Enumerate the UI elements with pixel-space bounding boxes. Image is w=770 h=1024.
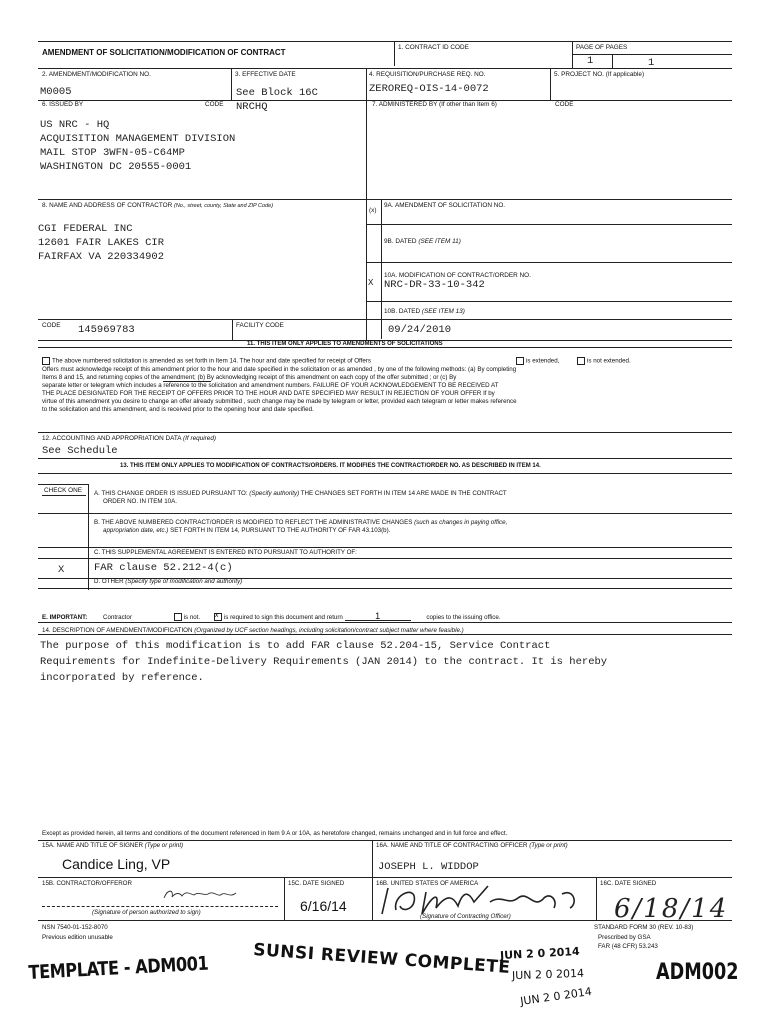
is-not-extended-option[interactable] [577, 357, 631, 366]
item13d-label [94, 578, 242, 586]
sunsi-review-stamp: SUNSI REVIEW COMPLETE [252, 940, 512, 978]
item16a-value: JOSEPH L. WIDDOP [378, 861, 479, 873]
divider [38, 877, 732, 878]
signature-line [42, 906, 278, 907]
item11-line: THE PLACE DESIGNATED FOR THE RECEIPT OF OFFERS PRIOR TO THE HOUR AND DATE SPECIFIED MAY RESULT IN REJECTION OF YOUR OFFER If by [42, 389, 495, 397]
item16a-label [376, 842, 568, 850]
divider [38, 68, 732, 69]
item15b-sig-caption: (Signature of person authorized to sign) [92, 909, 201, 916]
divider [38, 547, 732, 548]
divider [394, 41, 395, 66]
item13a-line1-note: (Specify authority) [249, 490, 300, 497]
address-line: 12601 FAIR LAKES CIR [38, 237, 165, 249]
except-text: Except as provided herein, all terms and conditions of the document referenced in Item 9 A or 10A, as heretofore changed, remains unchanged and in full force and effect. [42, 830, 508, 837]
item13b-line [94, 527, 507, 535]
item15a-label-text: 15A. NAME AND TITLE OF SIGNER [42, 842, 143, 849]
item13a-line1-post: THE CHANGES SET FORTH IN ITEM 14 ARE MADE IN THE CONTRACT [299, 490, 507, 497]
item13a-line: ORDER NO. IN ITEM 10A. [103, 498, 177, 505]
important-copies: 1 [345, 612, 411, 621]
divider [284, 877, 285, 920]
important-contractor: Contractor [103, 614, 132, 621]
important-row [42, 612, 501, 622]
item13a-line [94, 490, 507, 498]
divider [612, 54, 613, 68]
form-title: AMENDMENT OF SOLICITATION/MODIFICATION OF CONTRACT [42, 48, 286, 57]
address-line: FAIRFAX VA 220334902 [38, 251, 165, 263]
divider [38, 840, 732, 841]
check-one-underline [42, 495, 86, 496]
handwritten-signature [160, 884, 240, 904]
divider [38, 473, 732, 474]
item10a-value: NRC-DR-33-10-342 [384, 279, 485, 291]
item14-label [42, 627, 464, 635]
copies-blank-line [163, 381, 211, 382]
item11-line: to the solicitation and this amendment, and is received prior to the opening hour and date specified. [42, 405, 314, 413]
pages-total: 1 [648, 57, 655, 69]
divider [231, 68, 232, 100]
contractor-code-label: CODE [42, 322, 61, 329]
item15c-label: 15C. DATE SIGNED [288, 880, 345, 887]
divider [38, 513, 732, 514]
item10a-check-mark: X [368, 278, 374, 288]
address-line: WASHINGTON DC 20555-0001 [40, 161, 192, 173]
important-is-required: is required to sign this document and return [223, 614, 343, 621]
item13d-label-note: (Specify type of modification and authority) [125, 578, 243, 585]
divider [366, 224, 732, 225]
divider [366, 301, 732, 302]
divider [381, 199, 382, 339]
item13d-label-text: D. OTHER [94, 578, 126, 585]
item16c-value: 6/18/14 [614, 894, 729, 924]
item11-line: Items 8 and 15, and returning copies of the amendment; (b) By acknowledging receipt of this amendment on each copy of the offer submitted ; or (c) By [42, 373, 457, 381]
issuer-address [40, 118, 235, 174]
contractor-label [42, 202, 273, 209]
received-date-stamp: JUN 2 0 2014 [499, 944, 580, 963]
item10b-value: 09/24/2010 [388, 324, 452, 336]
facility-code-label: FACILITY CODE [236, 322, 284, 329]
item11-line: separate letter or telegram which includes a reference to the solicitation and amendment numbers. FAILURE OF YOUR ACKNOWLEDGEMENT TO BE RECEIVED AT [42, 381, 499, 389]
item16c-label: 16C. DATE SIGNED [600, 880, 657, 887]
divider [38, 458, 732, 459]
issued-code-label: CODE [205, 101, 224, 108]
project-no-label: 5. PROJECT NO. (If applicable) [554, 71, 645, 78]
item14-label-text: 14. DESCRIPTION OF AMENDMENT/MODIFICATION [42, 627, 193, 634]
previous-edition: Previous edition unusable [42, 934, 113, 941]
amendment-no-label: 2. AMENDMENT/MODIFICATION NO. [42, 71, 151, 78]
divider [38, 319, 732, 320]
item16b-sig-caption: (Signature of Contracting Officer) [420, 913, 511, 920]
item12-label [42, 435, 216, 442]
is-not-extended-text: is not extended. [587, 357, 631, 365]
check-one-label: CHECK ONE [44, 487, 82, 494]
page-of-pages-label: PAGE OF PAGES [576, 44, 628, 51]
item9a-label: 9A. AMENDMENT OF SOLICITATION NO. [384, 202, 506, 209]
adm-code-stamp: ADM002 [656, 960, 739, 985]
received-date-stamp: JUN 2 0 2014 [511, 966, 585, 983]
item15a-value: Candice Ling, VP [62, 856, 171, 872]
item13b-line1-pre: B. THE ABOVE NUMBERED CONTRACT/ORDER IS MODIFIED TO REFLECT THE ADMINISTRATIVE CHANGES [94, 519, 415, 526]
address-line: CGI FEDERAL INC [38, 223, 133, 235]
item11-checkbox[interactable] [42, 357, 50, 365]
item15b-label: 15B. CONTRACTOR/OFFEROR [42, 880, 132, 887]
divider [366, 262, 732, 263]
contractor-code-value: 145969783 [78, 324, 135, 336]
item13-header: 13. THIS ITEM ONLY APPLIES TO MODIFICATION OF CONTRACTS/ORDERS. IT MODIFIES THE CONTRACT/ORDER NO. AS DESCRIBED IN ITEM 14. [120, 463, 541, 469]
divider [38, 558, 732, 559]
item11-body [42, 357, 517, 414]
received-date-stamp: JUN 2 0 2014 [519, 985, 593, 1008]
item11-line: Offers must acknowledge receipt of this amendment prior to the hour and date specified in the solicitation or as amended , by one of the following methods: (a) By completing [42, 365, 517, 373]
divider [596, 877, 597, 920]
item15c-value: 6/16/14 [300, 898, 347, 914]
item13a-line1-pre: A. THIS CHANGE ORDER IS ISSUED PURSUANT TO: [94, 490, 250, 497]
is-not-extended-checkbox[interactable] [577, 357, 585, 365]
divider [38, 347, 732, 348]
item16a-label-text: 16A. NAME AND TITLE OF CONTRACTING OFFICER [376, 842, 528, 849]
item12-label-text: 12. ACCOUNTING AND APPROPRIATION DATA [42, 435, 182, 442]
check-x-icon: x [214, 612, 219, 620]
item13b-line1-note: (such as changes in paying office, [414, 519, 508, 526]
is-required-checkbox[interactable] [214, 613, 222, 621]
item12-label-note: (If required) [182, 435, 217, 442]
description-line: The purpose of this modification is to add FAR clause 52.204-15, Service Contract [40, 640, 551, 652]
amendment-no-value: M0005 [40, 86, 72, 98]
divider [38, 199, 732, 200]
divider [372, 840, 373, 920]
description-line: Requirements for Indefinite-Delivery Requirements (JAN 2014) to the contract. It is hereby [40, 656, 608, 668]
effective-date-value: See Block 16C [236, 87, 318, 99]
item10b-label-note: (SEE ITEM 13) [421, 308, 465, 315]
divider [38, 484, 88, 485]
item13b-text [94, 519, 507, 535]
divider [88, 484, 89, 590]
issued-by-label: 6. ISSUED BY [42, 101, 84, 108]
divider [38, 588, 732, 589]
divider [38, 622, 732, 623]
effective-date-label: 3. EFFECTIVE DATE [235, 71, 296, 78]
important-tail: copies to the issuing office. [426, 614, 501, 621]
form-top-border [38, 41, 732, 42]
item10a-label: 10A. MODIFICATION OF CONTRACT/ORDER NO. [384, 272, 531, 279]
item13b-line2-post: SET FORTH IN ITEM 14, PURSUANT TO THE AUTHORITY OF FAR 43.103(b). [168, 527, 391, 534]
item14-description [40, 638, 607, 686]
issued-code-value: NRCHQ [236, 101, 268, 113]
item10b-label-text: 10B. DATED [384, 308, 421, 315]
contractor-label-note: (No., street, county, State and ZIP Code) [173, 203, 274, 209]
important-label: E. IMPORTANT: [42, 614, 88, 621]
divider [550, 68, 551, 100]
item13c-label: C. THIS SUPPLEMENTAL AGREEMENT IS ENTERED INTO PURSUANT TO AUTHORITY OF: [94, 549, 357, 556]
address-line: ACQUISITION MANAGEMENT DIVISION [40, 133, 236, 145]
is-extended-text: is extended, [526, 357, 560, 365]
divider [38, 432, 732, 433]
divider [232, 319, 233, 340]
item11-line-text: The above numbered solicitation is amended as set forth in Item 14. The hour and date specified for receipt of Offers [52, 357, 371, 365]
template-stamp: TEMPLATE - ADM001 [28, 952, 209, 984]
prescribed-by: Prescribed by GSA [598, 934, 651, 941]
item9b-label-text: 9B. DATED [384, 238, 417, 245]
divider [572, 54, 732, 55]
important-is-not: is not. [183, 614, 201, 621]
item11-line: virtue of this amendment you desire to change an offer already submitted , such change may be made by telegram or letter, provided each telegram or letter makes reference [42, 397, 517, 405]
item13b-line [94, 519, 507, 527]
standard-form: STANDARD FORM 30 (REV. 10-83) [594, 924, 694, 931]
item9b-label-note: (SEE ITEM 11) [418, 238, 461, 245]
is-not-checkbox[interactable] [174, 613, 182, 621]
item13b-line2-note: appropriation date, etc.) [103, 527, 169, 534]
item9b-label [384, 238, 461, 245]
contract-id-label: 1. CONTRACT ID CODE [398, 44, 469, 51]
address-line: MAIL STOP 3WFN-05-C64MP [40, 147, 185, 159]
address-line: US NRC - HQ [40, 119, 110, 131]
is-extended-checkbox[interactable] [516, 357, 524, 365]
item11-line [42, 357, 517, 366]
item14-label-note: (Organized by UCF section headings, including solicitation/contract subject matter where feasible.) [194, 627, 464, 634]
contractor-label-text: 8. NAME AND ADDRESS OF CONTRACTOR [42, 202, 173, 209]
administered-code-label: CODE [555, 101, 574, 108]
page-number: 1 [587, 55, 594, 67]
is-extended-option[interactable] [516, 357, 559, 366]
item15a-label [42, 842, 183, 850]
requisition-label: 4. REQUISITION/PURCHASE REQ. NO. [369, 71, 486, 78]
item11-header: 11. THIS ITEM ONLY APPLIES TO AMENDMENTS OF SOLICITATIONS [247, 341, 443, 347]
item10b-label [384, 308, 465, 315]
administered-label: 7. ADMINISTERED BY (If other than Item 6) [372, 101, 497, 108]
contractor-address [38, 222, 164, 264]
divider [366, 199, 367, 340]
item13c-value: FAR clause 52.212-4(c) [94, 562, 233, 574]
item13c-check-mark: X [58, 564, 65, 576]
description-line: incorporated by reference. [40, 672, 204, 684]
far-reference: FAR (48 CFR) 53.243 [598, 943, 658, 950]
item16b-label: 16B. UNITED STATES OF AMERICA [376, 880, 479, 887]
item12-value: See Schedule [42, 445, 118, 457]
divider [366, 68, 367, 200]
item13a-text [94, 490, 507, 506]
item15a-label-note: (Type or print) [144, 842, 184, 849]
requisition-value: ZEROREQ-OIS-14-0072 [369, 83, 489, 95]
x-mark-header: (x) [369, 207, 377, 214]
item16a-label-note: (Type or print) [529, 842, 568, 849]
nsn: NSN 7540-01-152-8070 [42, 924, 108, 931]
